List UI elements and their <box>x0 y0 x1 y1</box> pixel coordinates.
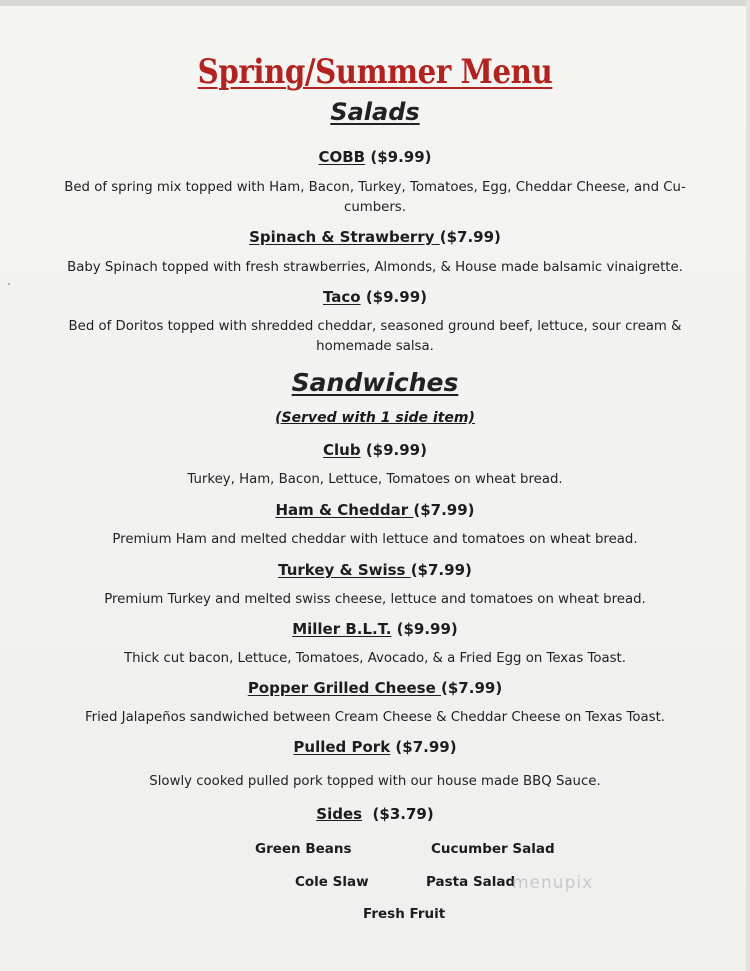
menu-item-name <box>0 620 750 638</box>
scan-edge-top <box>0 0 750 6</box>
side-item: Cole Slaw <box>295 874 369 890</box>
item-price: ($9.99) <box>360 441 427 459</box>
item-title: Popper Grilled Cheese <box>247 679 442 697</box>
watermark-logo: menupix <box>512 873 594 893</box>
item-price: ($9.99) <box>360 288 427 306</box>
menu-item-name <box>0 148 750 166</box>
item-description: Bed of spring mix topped with Ham, Bacon, Turkey, Tomatoes, Egg, Cheddar Cheese, and Cu-cumbers. <box>64 180 686 215</box>
menu-item-name <box>0 561 750 579</box>
menu-item-name <box>0 738 750 756</box>
item-price: ($7.99) <box>441 679 503 697</box>
item-price: ($9.99) <box>391 620 458 638</box>
sandwiches-heading: Sandwiches <box>291 368 459 397</box>
item-title: Miller B.L.T. <box>292 620 392 638</box>
side-item: Pasta Salad <box>426 874 516 890</box>
menu-item-name <box>0 441 750 459</box>
sides-heading <box>0 805 750 823</box>
sides-title: Sides <box>316 805 363 823</box>
sandwiches-note: (Served with 1 side item) <box>275 410 475 426</box>
item-title: Spinach & Strawberry <box>249 228 440 246</box>
item-description: Turkey, Ham, Bacon, Lettuce, Tomatoes on wheat bread. <box>187 472 563 487</box>
item-title: Turkey & Swiss <box>278 561 411 579</box>
item-description: Premium Turkey and melted swiss cheese, lettuce and tomatoes on wheat bread. <box>104 592 646 607</box>
menu-item-name <box>0 288 750 306</box>
item-title: COBB <box>318 148 366 166</box>
menu-item-name <box>0 501 750 519</box>
item-title: Taco <box>322 288 361 306</box>
scan-speck <box>8 283 10 285</box>
item-title: Club <box>323 441 361 459</box>
sides-price: ($3.79) <box>362 805 434 823</box>
menu-title: Spring/Summer Menu <box>197 52 553 92</box>
side-item: Cucumber Salad <box>431 841 555 857</box>
item-price: ($7.99) <box>413 501 475 519</box>
item-price: ($9.99) <box>365 148 432 166</box>
item-description: Slowly cooked pulled pork topped with our house made BBQ Sauce. <box>149 774 601 789</box>
item-description: Bed of Doritos topped with shredded cheddar, seasoned ground beef, lettuce, sour cream & homemade salsa. <box>68 319 682 354</box>
scan-edge-right <box>746 0 750 971</box>
side-item: Fresh Fruit <box>363 906 446 922</box>
item-price: ($7.99) <box>439 228 501 246</box>
item-description: Fried Jalapeños sandwiched between Cream Cheese & Cheddar Cheese on Texas Toast. <box>84 710 666 725</box>
menu-item-name <box>0 228 750 246</box>
item-description: Baby Spinach topped with fresh strawberries, Almonds, & House made balsamic vinaigrette. <box>67 260 683 275</box>
item-description: Premium Ham and melted cheddar with lettuce and tomatoes on wheat bread. <box>112 532 638 547</box>
item-price: ($7.99) <box>410 561 472 579</box>
item-description: Thick cut bacon, Lettuce, Tomatoes, Avocado, & a Fried Egg on Texas Toast. <box>123 651 626 666</box>
item-title: Pulled Pork <box>293 738 391 756</box>
salads-heading: Salads <box>330 98 420 126</box>
menu-item-name <box>0 679 750 697</box>
item-title: Ham & Cheddar <box>275 501 414 519</box>
side-item: Green Beans <box>255 841 352 857</box>
item-price: ($7.99) <box>390 738 457 756</box>
